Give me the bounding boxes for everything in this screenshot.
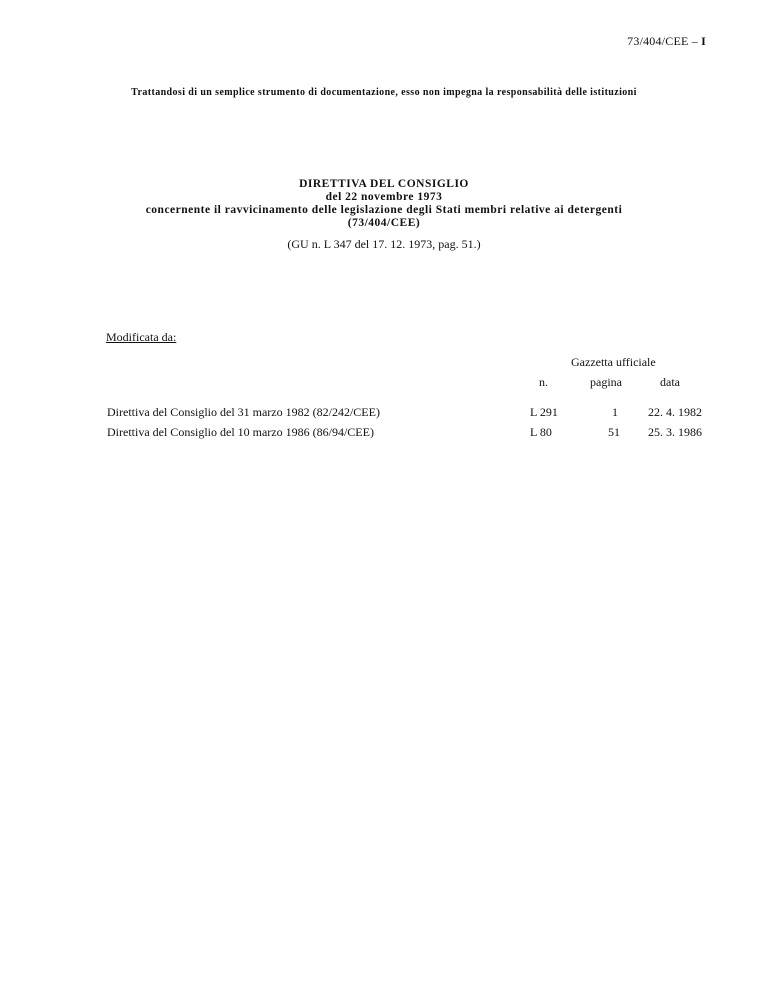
table-row bbox=[0, 425, 768, 441]
document-reference: 73/404/CEE bbox=[627, 34, 689, 48]
page-reference bbox=[627, 34, 706, 49]
gazette-header: Gazzetta ufficiale bbox=[571, 355, 656, 369]
page-number: I bbox=[701, 34, 706, 48]
amendment-number: L 291 bbox=[530, 405, 558, 419]
amendment-page: 1 bbox=[612, 405, 618, 419]
directive-date: del 22 novembre 1973 bbox=[325, 191, 443, 203]
amendment-page: 51 bbox=[608, 425, 620, 439]
table-row bbox=[0, 405, 768, 421]
amendment-description: Direttiva del Consiglio del 31 marzo 1982 (82/242/CEE) bbox=[107, 405, 380, 419]
directive-title-block bbox=[0, 178, 768, 252]
amendment-date: 25. 3. 1986 bbox=[648, 425, 702, 439]
reference-separator: – bbox=[691, 34, 698, 48]
publication-reference: (GU n. L 347 del 17. 12. 1973, pag. 51.) bbox=[287, 237, 481, 251]
column-header-page: pagina bbox=[590, 375, 622, 389]
amendment-number: L 80 bbox=[530, 425, 552, 439]
directive-code: (73/404/CEE) bbox=[347, 217, 421, 229]
column-header-date: data bbox=[660, 375, 680, 389]
disclaimer-notice: Trattandosi di un semplice strumento di documentazione, esso non impegna la responsabilità delle istituzioni bbox=[131, 87, 637, 98]
amendment-date: 22. 4. 1982 bbox=[648, 405, 702, 419]
amendment-description: Direttiva del Consiglio del 10 marzo 1986 (86/94/CEE) bbox=[107, 425, 374, 439]
directive-title: DIRETTIVA DEL CONSIGLIO bbox=[299, 178, 469, 190]
column-header-number: n. bbox=[539, 375, 548, 389]
directive-subject: concernente il ravvicinamento delle legislazione degli Stati membri relative ai detergenti bbox=[145, 204, 623, 216]
amended-by-label: Modificata da: bbox=[106, 330, 177, 344]
